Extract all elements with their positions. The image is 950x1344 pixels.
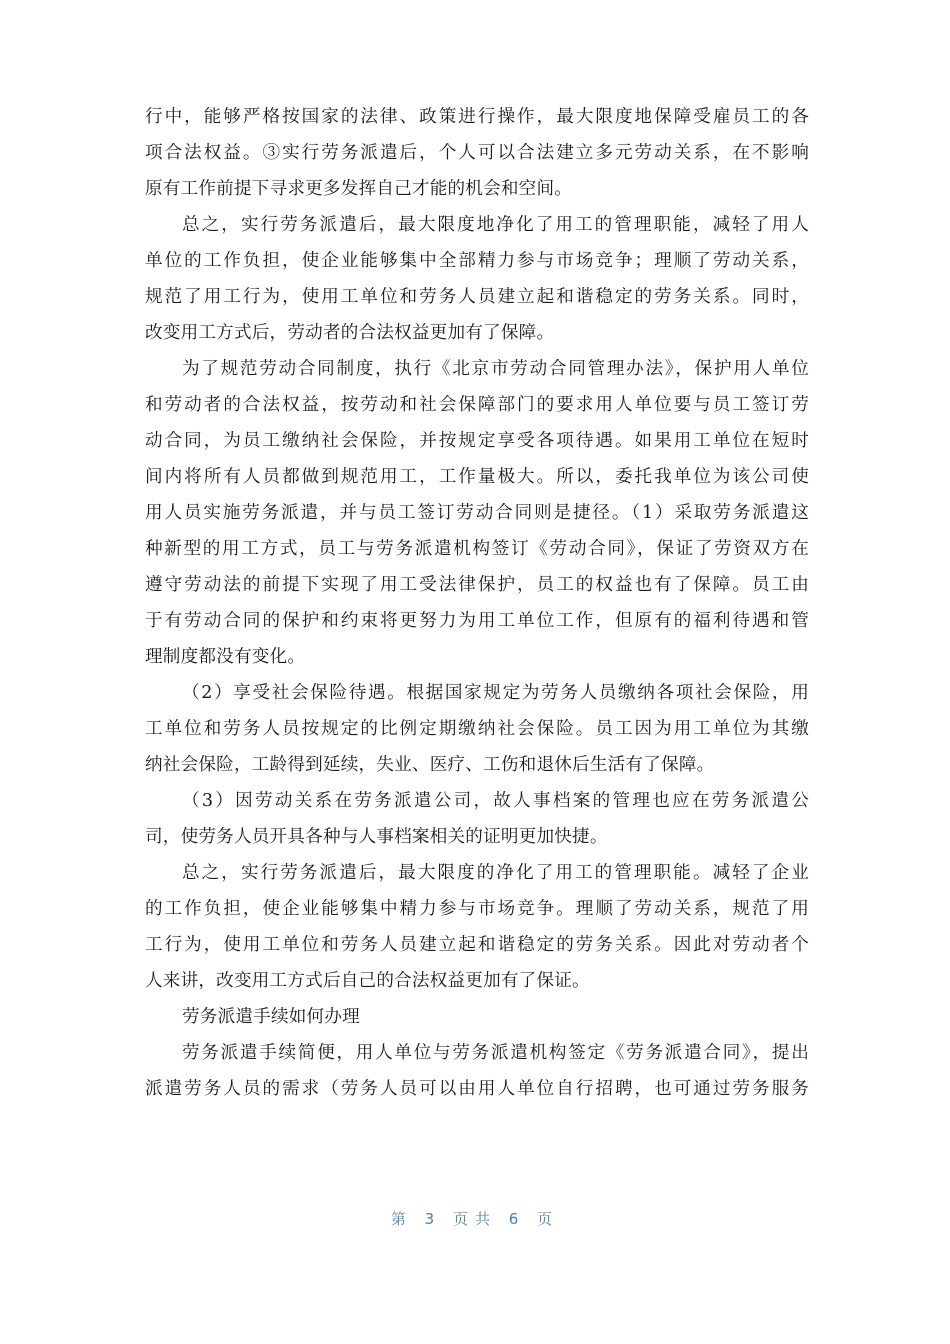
text-line: 单位的工作负担，使企业能够集中全部精力参与市场竞争；理顺了劳动关系， bbox=[145, 251, 809, 271]
text-line: 纳社会保险，工龄得到延续，失业、医疗、工伤和退休后生活有了保障。 bbox=[145, 755, 715, 775]
text-line: 动合同，为员工缴纳社会保险，并按规定享受各项待遇。如果用工单位在短时 bbox=[145, 431, 809, 451]
page-number: 第 3 页共 6 页 bbox=[390, 1210, 560, 1228]
text-line: 用人员实施劳务派遣，并与员工签订劳动合同则是捷径。（1）采取劳务派遣这 bbox=[145, 503, 809, 523]
text-line: 间内将所有人员都做到规范用工，工作量极大。所以，委托我单位为该公司使 bbox=[145, 467, 809, 487]
text-line: 的工作负担，使企业能够集中精力参与市场竞争。理顺了劳动关系，规范了用 bbox=[145, 899, 809, 919]
text-line: 人来讲，改变用工方式后自己的合法权益更加有了保证。 bbox=[145, 971, 590, 991]
text-line: 于有劳动合同的保护和约束将更努力为用工单位工作，但原有的福利待遇和管 bbox=[145, 611, 809, 631]
text-line: 项合法权益。③实行劳务派遣后，个人可以合法建立多元劳动关系，在不影响 bbox=[145, 143, 809, 163]
text-line: 总之，实行劳务派遣后，最大限度的净化了用工的管理职能。减轻了企业 bbox=[182, 863, 809, 883]
text-line: 劳务派遣手续简便，用人单位与劳务派遣机构签定《劳务派遣合同》，提出 bbox=[182, 1043, 809, 1063]
text-line: 工单位和劳务人员按规定的比例定期缴纳社会保险。员工因为用工单位为其缴 bbox=[145, 719, 809, 739]
text-line: 为了规范劳动合同制度，执行《北京市劳动合同管理办法》，保护用人单位 bbox=[182, 359, 809, 379]
text-line: 总之，实行劳务派遣后，最大限度地净化了用工的管理职能，减轻了用人 bbox=[182, 215, 809, 235]
text-line: 行中，能够严格按国家的法律、政策进行操作，最大限度地保障受雇员工的各 bbox=[145, 107, 809, 127]
text-line: 工行为，使用工单位和劳务人员建立起和谐稳定的劳务关系。因此对劳动者个 bbox=[145, 935, 809, 955]
text-line: 劳务派遣手续如何办理 bbox=[182, 1007, 360, 1027]
text-line: 遵守劳动法的前提下实现了用工受法律保护，员工的权益也有了保障。员工由 bbox=[145, 575, 809, 595]
text-line: （3）因劳动关系在劳务派遣公司，故人事档案的管理也应在劳务派遣公 bbox=[182, 791, 809, 811]
text-line: 原有工作前提下寻求更多发挥自己才能的机会和空间。 bbox=[145, 179, 573, 199]
text-line: 和劳动者的合法权益，按劳动和社会保障部门的要求用人单位要与员工签订劳 bbox=[145, 395, 809, 415]
text-line: 派遣劳务人员的需求（劳务人员可以由用人单位自行招聘，也可通过劳务服务 bbox=[145, 1079, 809, 1099]
text-line: （2）享受社会保险待遇。根据国家规定为劳务人员缴纳各项社会保险，用 bbox=[182, 683, 809, 703]
text-line: 种新型的用工方式，员工与劳务派遣机构签订《劳动合同》，保证了劳资双方在 bbox=[145, 539, 809, 559]
text-line: 规范了用工行为，使用工单位和劳务人员建立起和谐稳定的劳务关系。同时， bbox=[145, 287, 809, 307]
text-line: 司，使劳务人员开具各种与人事档案相关的证明更加快捷。 bbox=[145, 827, 608, 847]
text-line: 理制度都没有变化。 bbox=[145, 647, 306, 667]
document-body bbox=[145, 99, 809, 1107]
text-line: 改变用工方式后，劳动者的合法权益更加有了保障。 bbox=[145, 323, 555, 343]
